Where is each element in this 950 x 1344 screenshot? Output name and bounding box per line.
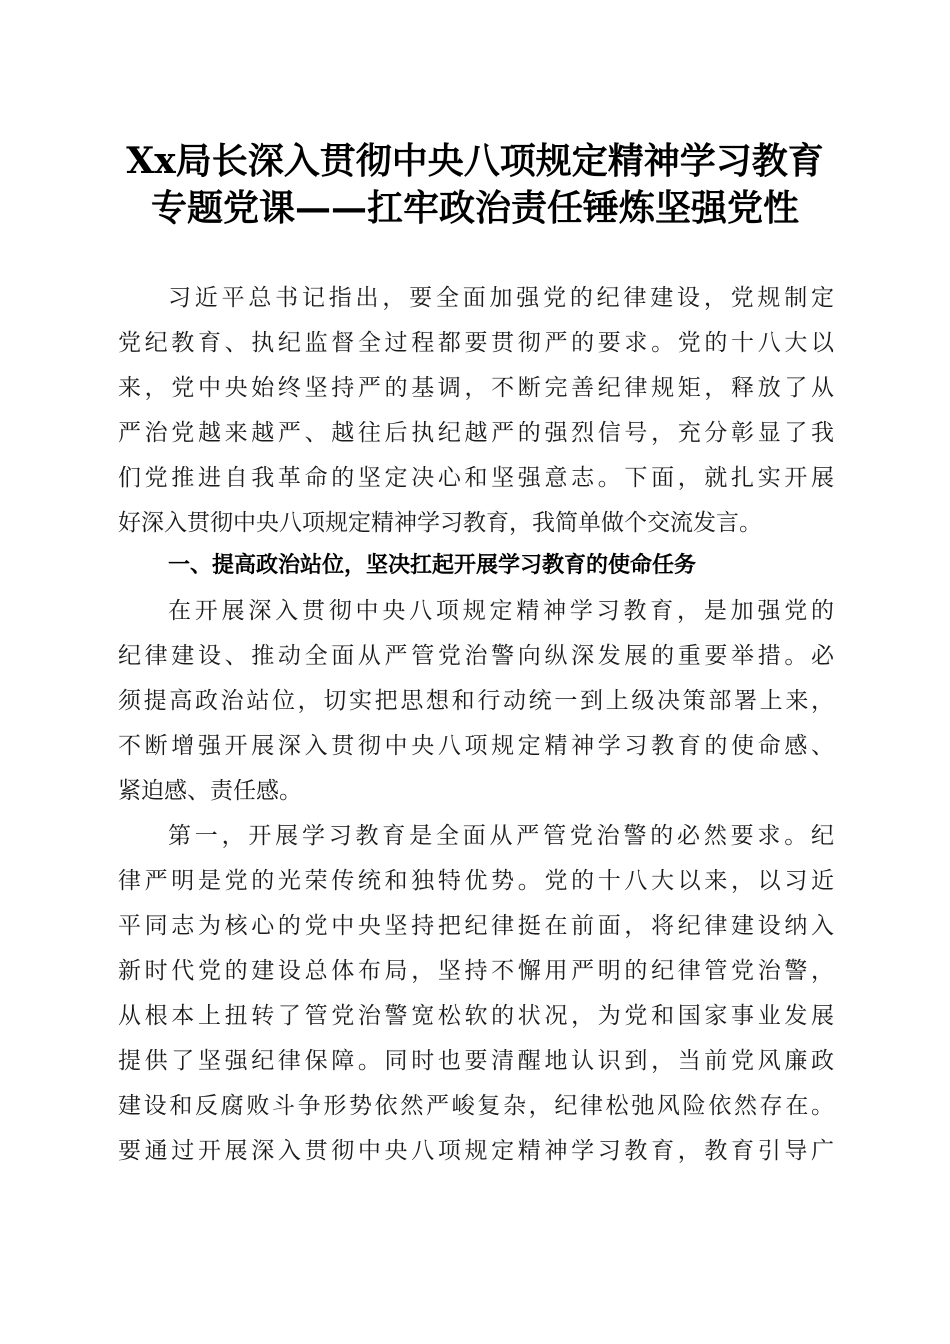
paragraph-line: 来，党中央始终坚持严的基调，不断完善纪律规矩，释放了从: [118, 375, 834, 401]
section-heading: 一、提高政治站位，坚决扛起开展学习教育的使命任务: [168, 553, 697, 578]
document-title-line-2: 专题党课——扛牢政治责任锤炼坚强党性: [150, 187, 799, 229]
paragraph-line: 要通过开展深入贯彻中央八项规定精神学习教育，教育引导广: [118, 1138, 834, 1164]
paragraph-line: 平同志为核心的党中央坚持把纪律挺在前面，将纪律建设纳入: [118, 913, 834, 939]
paragraph-line: 纪律建设、推动全面从严管党治警向纵深发展的重要举措。必: [118, 643, 834, 669]
paragraph-line: 须提高政治站位，切实把思想和行动统一到上级决策部署上来，: [118, 688, 834, 714]
paragraph-line: 紧迫感、责任感。: [118, 778, 302, 804]
paragraph-line: 好深入贯彻中央八项规定精神学习教育，我简单做个交流发言。: [118, 510, 762, 536]
paragraph-line: 新时代党的建设总体布局，坚持不懈用严明的纪律管党治警，: [118, 958, 834, 984]
paragraph-line: 不断增强开展深入贯彻中央八项规定精神学习教育的使命感、: [118, 733, 834, 759]
paragraph-line: 第一，开展学习教育是全面从严管党治警的必然要求。纪: [168, 823, 834, 849]
paragraph-line: 习近平总书记指出，要全面加强党的纪律建设，党规制定: [168, 285, 834, 311]
paragraph-line: 们党推进自我革命的坚定决心和坚强意志。下面，就扎实开展: [118, 465, 834, 491]
paragraph-line: 提供了坚强纪律保障。同时也要清醒地认识到，当前党风廉政: [118, 1048, 834, 1074]
paragraph-line: 从根本上扭转了管党治警宽松软的状况，为党和国家事业发展: [118, 1003, 834, 1029]
paragraph-line: 建设和反腐败斗争形势依然严峻复杂，纪律松弛风险依然存在。: [118, 1093, 834, 1119]
paragraph-line: 在开展深入贯彻中央八项规定精神学习教育，是加强党的: [168, 598, 834, 624]
paragraph-line: 律严明是党的光荣传统和独特优势。党的十八大以来，以习近: [118, 868, 834, 894]
paragraph-line: 严治党越来越严、越往后执纪越严的强烈信号，充分彰显了我: [118, 420, 834, 446]
paragraph-line: 党纪教育、执纪监督全过程都要贯彻严的要求。党的十八大以: [118, 330, 834, 356]
document-title-line-1: Xx局长深入贯彻中央八项规定精神学习教育: [126, 140, 824, 182]
